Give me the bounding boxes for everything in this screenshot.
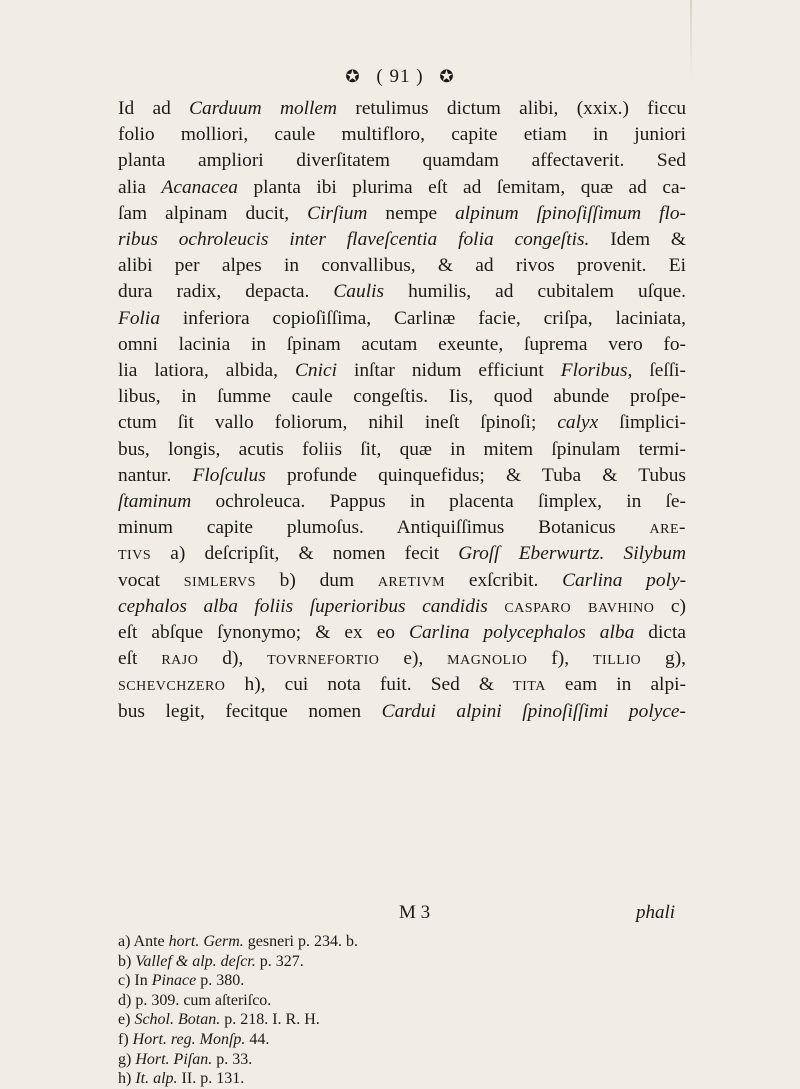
main-text bbox=[118, 96, 686, 725]
text-line-segment: inſtar nidum efficiunt bbox=[336, 360, 561, 382]
text-line-segment: minum capite plumoſus. Antiquiſſimus Botanicus bbox=[118, 517, 650, 539]
text-line-segment: tovrnefortio bbox=[267, 648, 380, 670]
text-line bbox=[118, 358, 686, 384]
text-line bbox=[118, 332, 686, 358]
text-line-segment: casparo bavhino bbox=[504, 595, 655, 617]
footnote-segment: 44. bbox=[245, 1030, 270, 1048]
text-line bbox=[118, 541, 686, 567]
footnote-segment: p. 33. bbox=[212, 1050, 253, 1068]
footnote-segment: II. p. 131. bbox=[177, 1070, 245, 1088]
text-line-segment: calyx bbox=[557, 412, 599, 434]
text-line bbox=[118, 201, 686, 227]
text-line-segment: humilis, ad cubitalem uſque. bbox=[384, 281, 686, 303]
footnote-segment: Hort. reg. Monſp. bbox=[132, 1030, 246, 1048]
text-line-segment: Folia bbox=[118, 307, 161, 329]
text-line bbox=[118, 175, 686, 201]
text-line-segment: g), bbox=[641, 648, 687, 670]
footnote-segment: a) Ante bbox=[118, 933, 169, 950]
signature-mark: M 3 bbox=[399, 902, 431, 923]
text-line-segment: aretivm bbox=[377, 569, 446, 591]
text-line-segment: b) dum bbox=[255, 569, 378, 591]
text-line bbox=[118, 646, 686, 672]
ornament-right-icon: ✪ bbox=[439, 67, 455, 86]
text-line-segment: d), bbox=[198, 648, 268, 670]
text-line bbox=[118, 122, 686, 148]
text-line-segment: Carlina poly- bbox=[562, 569, 687, 591]
text-line-segment: c) bbox=[654, 595, 686, 617]
footnote-segment: Schol. Botan. bbox=[134, 1011, 221, 1029]
text-line bbox=[118, 620, 686, 646]
text-line-segment: bus legit, fecitque nomen bbox=[118, 700, 382, 722]
text-line-segment: tivs bbox=[118, 543, 152, 565]
text-line-segment: ochroleuca. Pappus in placenta ſimplex, in ſe- bbox=[191, 491, 686, 513]
footnote bbox=[118, 1030, 678, 1050]
text-line-segment: nantur. bbox=[118, 464, 193, 486]
text-line bbox=[118, 227, 686, 253]
footnote-segment: h) bbox=[118, 1070, 136, 1088]
footnotes bbox=[118, 932, 678, 1089]
text-line-segment: profunde quinquefidus; & Tuba & Tubus bbox=[265, 464, 686, 486]
footnote bbox=[118, 952, 678, 972]
ornament-left-icon: ✪ bbox=[345, 67, 361, 86]
footnote bbox=[118, 991, 678, 1011]
text-line bbox=[118, 568, 686, 594]
text-line-segment: tita bbox=[513, 674, 546, 696]
text-line-segment: eſt bbox=[118, 648, 162, 670]
text-line bbox=[118, 699, 686, 725]
text-line-segment: schevchzero bbox=[118, 674, 226, 696]
text-line-segment: f), bbox=[527, 648, 593, 670]
text-line bbox=[118, 148, 686, 174]
footnote-segment: hort. Germ. bbox=[168, 933, 244, 950]
text-line bbox=[118, 279, 686, 305]
text-line-segment: exſcribit. bbox=[445, 569, 563, 591]
catchword: phali bbox=[636, 902, 676, 923]
text-line-segment: a) deſcripſit, & nomen fecit bbox=[151, 543, 459, 565]
text-line-segment: Cardui alpini ſpinoſiſſimi polyce- bbox=[381, 700, 686, 722]
text-line-segment: planta ibi plurima eſt ad ſemitam, quæ ad ca- bbox=[237, 176, 687, 198]
text-line-segment: libus, in ſumme caule congeſtis. Iis, quod abunde proſpe- bbox=[118, 386, 686, 408]
footnote-segment: p. 327. bbox=[255, 952, 304, 970]
text-line-segment: Carlina polycephalos alba bbox=[409, 622, 635, 644]
footnote-segment: c) In bbox=[118, 972, 152, 990]
text-line-segment: Floſculus bbox=[192, 464, 266, 486]
footnote bbox=[118, 1069, 678, 1089]
text-line bbox=[118, 410, 686, 436]
text-line bbox=[118, 594, 686, 620]
footnote bbox=[118, 971, 678, 991]
text-line-segment: are- bbox=[649, 517, 686, 539]
text-line bbox=[118, 489, 686, 515]
text-line-segment: planta ampliori diverſitatem quamdam affectaverit. Sed bbox=[118, 150, 686, 172]
text-line-segment: cephalos alba foliis ſuperioribus candidis bbox=[118, 595, 488, 617]
footnote bbox=[118, 1010, 678, 1030]
footnote-segment: p. 380. bbox=[196, 972, 245, 990]
text-line-segment: omni lacinia in ſpinam acutam exeunte, ſuprema vero fo- bbox=[118, 333, 686, 355]
text-line-segment: Acanacea bbox=[161, 176, 238, 198]
footnote-segment: Pinace bbox=[151, 972, 197, 990]
text-line bbox=[118, 96, 686, 122]
text-line-segment: retulimus dictum alibi, (xxix.) ficcu bbox=[337, 98, 687, 119]
text-line-segment: eſt abſque ſynonymo; & ex eo bbox=[118, 622, 410, 644]
text-line-segment: dicta bbox=[634, 622, 686, 644]
text-line-segment: nempe bbox=[367, 202, 456, 224]
text-line-segment: folio molliori, caule multifloro, capite etiam in juniori bbox=[118, 124, 686, 146]
footnote bbox=[118, 932, 678, 952]
text-line-segment: tillio bbox=[593, 648, 642, 670]
footnote bbox=[118, 1050, 678, 1070]
text-line-segment: e), bbox=[379, 648, 448, 670]
text-line-segment: bus, longis, acutis foliis ſit, quæ in mitem ſpinulam termi- bbox=[118, 438, 686, 460]
text-line-segment: simlervs bbox=[183, 569, 256, 591]
footnote-segment: p. 218. I. R. H. bbox=[220, 1011, 320, 1029]
text-line-segment: ribus ochroleucis inter flaveſcentia folia congeſtis. bbox=[118, 229, 590, 251]
text-line-segment: inferiora copioſiſſima, Carlinæ facie, criſpa, laciniata, bbox=[160, 307, 686, 329]
footnote-segment: Hort. Piſan. bbox=[135, 1050, 213, 1068]
text-line-segment: Id ad bbox=[118, 98, 190, 119]
text-line-segment: Caulis bbox=[333, 281, 385, 303]
text-line-segment: eam in alpi- bbox=[545, 674, 686, 696]
text-line-segment: alia bbox=[118, 176, 162, 198]
text-line-segment: Floribus, bbox=[560, 360, 633, 382]
footnote-segment: g) bbox=[118, 1050, 136, 1068]
text-line-segment: alpinum ſpinoſiſſimum flo- bbox=[455, 202, 686, 224]
text-line bbox=[118, 515, 686, 541]
text-line-segment: ſam alpinam ducit, bbox=[118, 202, 308, 224]
text-line bbox=[118, 672, 686, 698]
text-line-segment: Cnici bbox=[294, 360, 337, 382]
footnote-segment: d) p. 309. cum aſteriſco. bbox=[118, 991, 272, 1009]
text-line-segment: ſeſſi- bbox=[632, 360, 686, 382]
text-line-segment: lia latiora, albida, bbox=[118, 360, 295, 382]
text-line bbox=[118, 463, 686, 489]
text-line-segment: dura radix, depacta. bbox=[118, 281, 334, 303]
page-header bbox=[0, 66, 800, 88]
text-line-segment: Idem & bbox=[589, 229, 686, 251]
text-line-segment: ſtaminum bbox=[118, 491, 192, 513]
footnote-segment: gesneri p. 234. b. bbox=[243, 933, 358, 950]
text-line-segment: Cirſium bbox=[307, 202, 368, 224]
text-line-segment: vocat bbox=[118, 569, 184, 591]
text-line bbox=[118, 253, 686, 279]
text-line-segment: magnolio bbox=[447, 648, 528, 670]
text-line-segment: ſimplici- bbox=[598, 412, 686, 434]
text-line-segment: h), cui nota fuit. Sed & bbox=[225, 674, 514, 696]
text-line-segment: alibi per alpes in convallibus, & ad rivos provenit. Ei bbox=[118, 255, 686, 277]
text-line bbox=[118, 384, 686, 410]
text-line-segment: ctum ſit vallo foliorum, nihil ineſt ſpinoſi; bbox=[118, 412, 558, 434]
text-line-segment: Carduum mollem bbox=[189, 98, 338, 119]
text-line-segment bbox=[488, 596, 505, 617]
footnote-segment: It. alp. bbox=[135, 1070, 178, 1088]
footnote-segment: f) bbox=[118, 1030, 133, 1048]
page-number: ( 91 ) bbox=[376, 66, 424, 87]
footnote-segment: Vallef & alp. deſcr. bbox=[135, 952, 256, 970]
text-line bbox=[118, 437, 686, 463]
text-line-segment: rajo bbox=[161, 648, 199, 670]
text-line-segment: Groſſ Eberwurtz. Silybum bbox=[458, 543, 686, 565]
footnote-segment: e) bbox=[118, 1011, 135, 1029]
footnote-segment: b) bbox=[118, 952, 136, 970]
text-line bbox=[118, 306, 686, 332]
